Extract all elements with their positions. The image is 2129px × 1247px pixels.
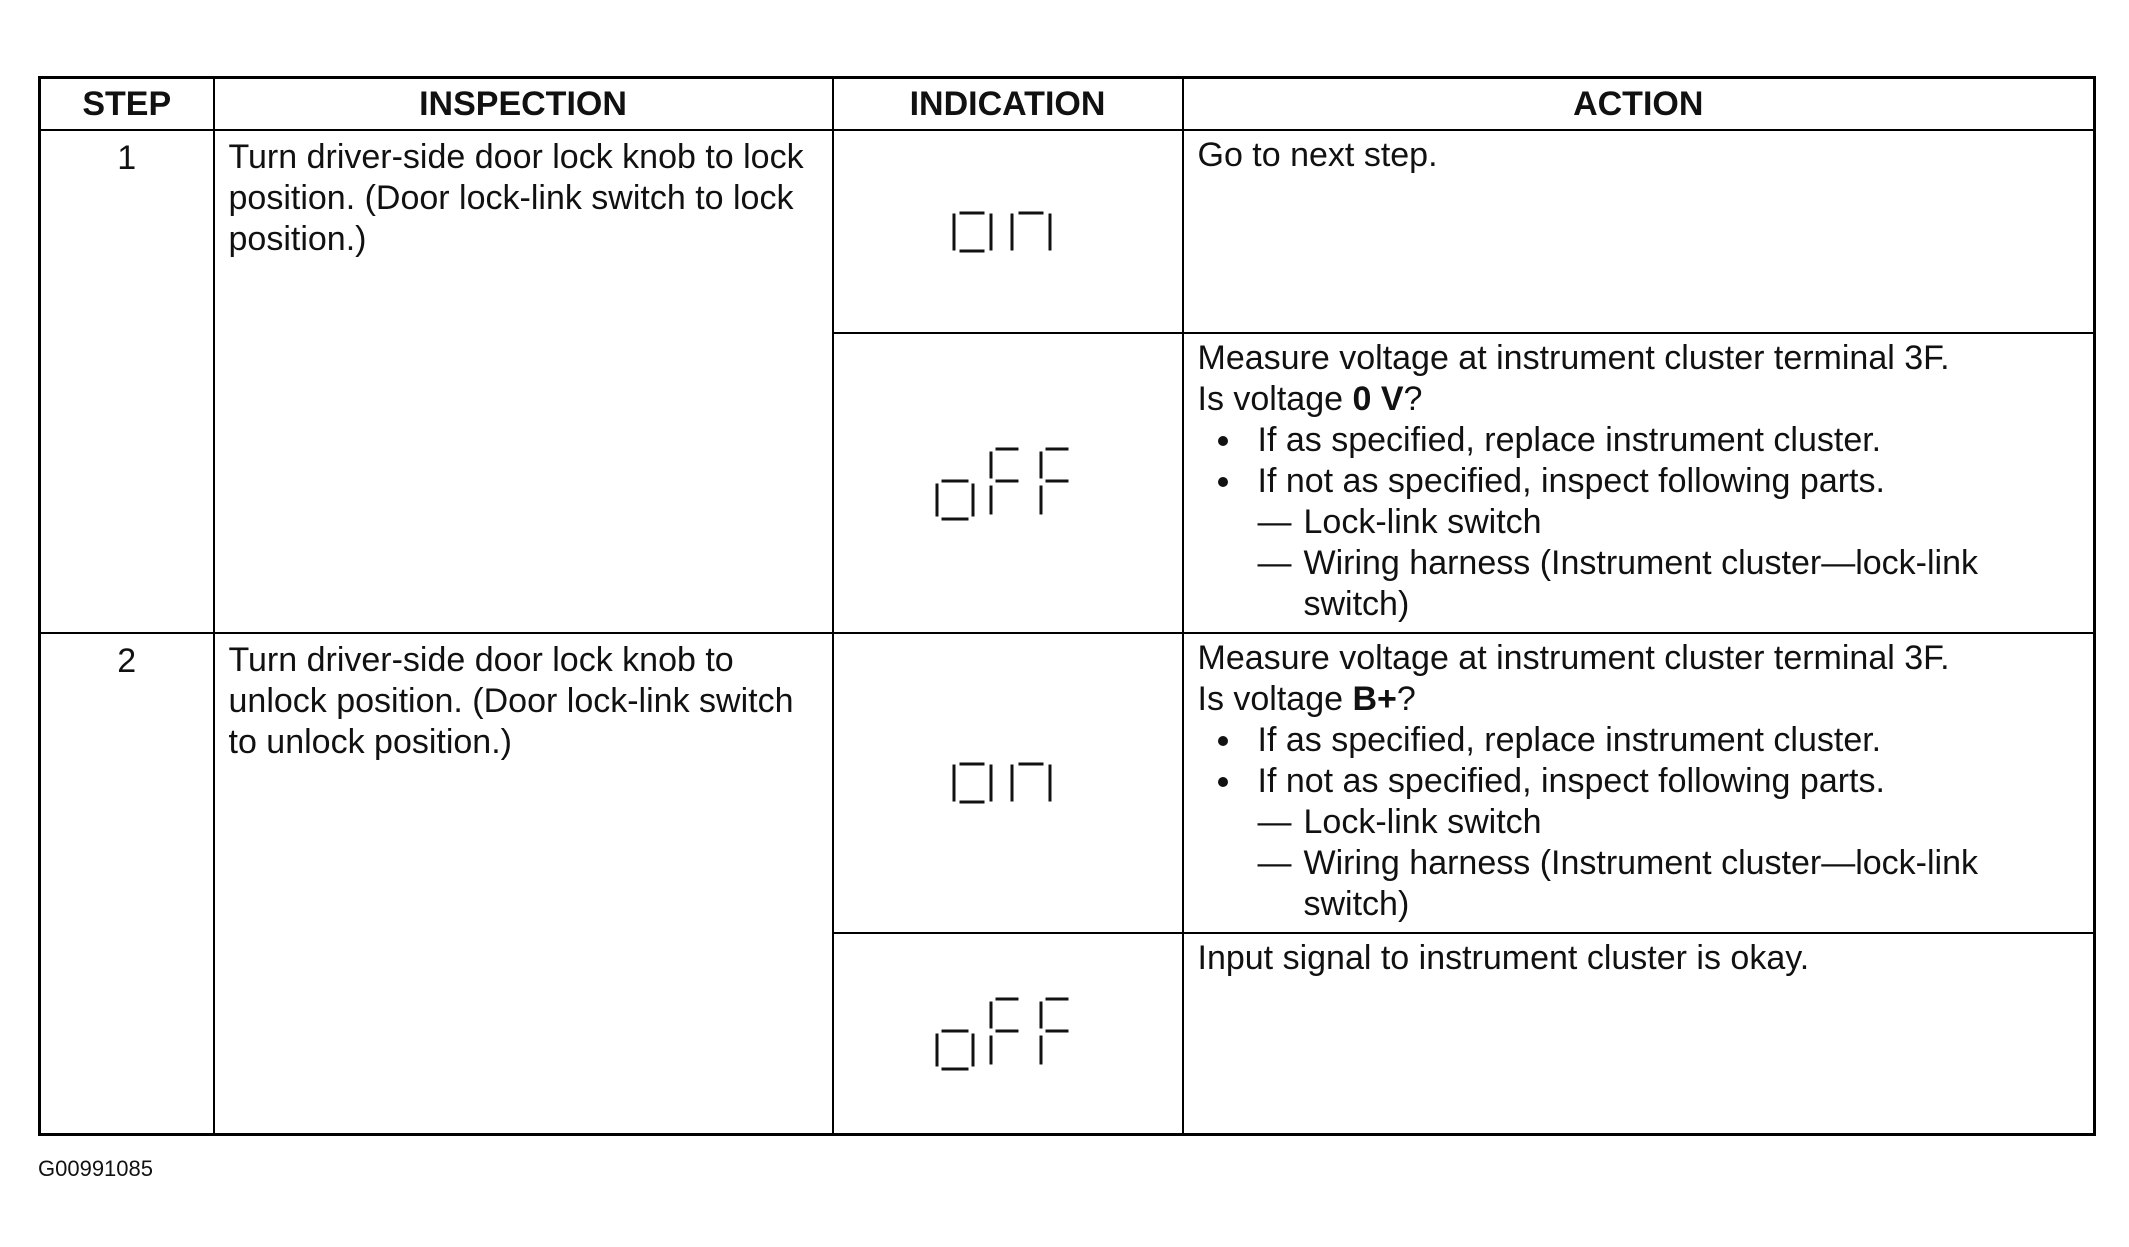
- segment-display-on: [948, 207, 1068, 257]
- segment-display-on-text: on: [1007, 807, 1009, 808]
- segment-display-off-text: oFF: [1007, 1072, 1010, 1074]
- list-item: If not as specified, inspect following parts.: [1198, 461, 2080, 502]
- action-cell: [1183, 933, 2095, 1134]
- indication-cell: [833, 633, 1183, 933]
- action-cell: [1183, 633, 2095, 933]
- bullet-list: [1198, 720, 2080, 802]
- indication-cell: [833, 933, 1183, 1134]
- table-header-row: [40, 78, 2095, 131]
- list-item: If as specified, replace instrument cluster.: [1198, 720, 2080, 761]
- segment-display-off-text: oFF: [1007, 522, 1010, 523]
- segment-display-on: [948, 758, 1068, 808]
- action-cell: [1183, 333, 2095, 633]
- sub-list: [1198, 802, 2080, 925]
- action-cell: [1183, 130, 2095, 333]
- indication-cell: [833, 333, 1183, 633]
- list-item: If as specified, replace instrument cluster.: [1198, 420, 2080, 461]
- sub-item: — Lock-link switch: [1257, 503, 1542, 541]
- segment-display-off: [933, 443, 1083, 523]
- list-item: If not as specified, inspect following parts.: [1198, 761, 2080, 802]
- action-text: Input signal to instrument cluster is okay.: [1197, 939, 1810, 977]
- indication-cell: [833, 130, 1183, 333]
- action-text: Measure voltage at instrument cluster terminal 3F.: [1197, 639, 1950, 677]
- sub-item: — Lock-link switch: [1257, 803, 1542, 841]
- sub-list: [1198, 502, 2080, 625]
- segment-display-on-text: on: [1007, 255, 1009, 257]
- header-action: ACTION: [1183, 78, 2095, 131]
- step-number: 1: [40, 130, 214, 633]
- bullet-list: [1198, 420, 2080, 502]
- voltage-question: Is voltage B+?: [1197, 680, 1416, 718]
- header-indication: INDICATION: [833, 78, 1183, 131]
- voltage-value: 0 V: [1352, 380, 1404, 418]
- figure-id: G00991085: [38, 1156, 153, 1181]
- header-inspection: INSPECTION: [214, 78, 833, 131]
- table-row: [40, 130, 2095, 333]
- action-text: Go to next step.: [1197, 136, 1438, 174]
- sub-item: — Wiring harness (Instrument cluster—lock-link switch): [1257, 544, 1979, 623]
- inspection-text: Turn driver-side door lock knob to unlock position. (Door lock-link switch to unlock position.): [214, 633, 833, 1134]
- action-text: Measure voltage at instrument cluster terminal 3F.: [1197, 339, 1950, 377]
- step-number: 2: [40, 633, 214, 1134]
- header-step: STEP: [40, 78, 214, 131]
- sub-item: — Wiring harness (Instrument cluster—lock-link switch): [1257, 844, 1979, 923]
- voltage-value: B+: [1352, 680, 1397, 718]
- diagnostic-table: [38, 76, 2096, 1136]
- inspection-text: Turn driver-side door lock knob to lock position. (Door lock-link switch to lock position.): [214, 130, 833, 633]
- voltage-question: Is voltage 0 V?: [1197, 380, 1423, 418]
- table-row: [40, 633, 2095, 933]
- segment-display-off: [933, 993, 1083, 1073]
